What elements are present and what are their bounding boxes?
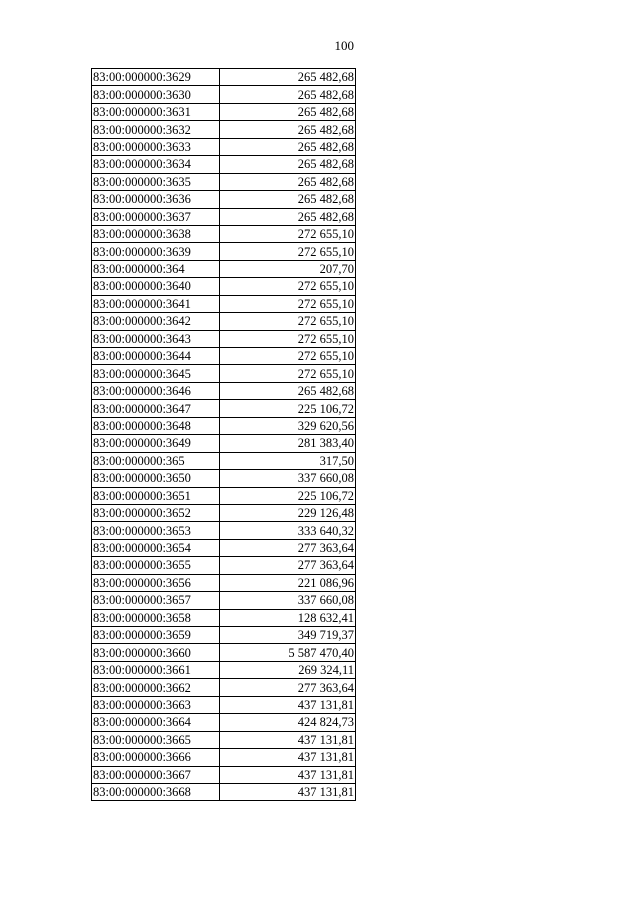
- table-row: [92, 452, 356, 469]
- cadastral-number-cell: 83:00:000000:3654: [92, 539, 220, 556]
- cadastral-number-cell: 83:00:000000:3646: [92, 382, 220, 399]
- table-row: [92, 435, 356, 452]
- table-row: [92, 783, 356, 800]
- table-row: [92, 679, 356, 696]
- cadastral-number-cell: 83:00:000000:3666: [92, 749, 220, 766]
- cadastral-number-cell: 83:00:000000:3641: [92, 295, 220, 312]
- value-cell: 317,50: [220, 452, 356, 469]
- cadastral-number-cell: 83:00:000000:3664: [92, 714, 220, 731]
- table-row: [92, 191, 356, 208]
- value-cell: 337 660,08: [220, 592, 356, 609]
- cadastral-number-cell: 83:00:000000:3662: [92, 679, 220, 696]
- cadastral-number-cell: 83:00:000000:3637: [92, 208, 220, 225]
- cadastral-number-cell: 83:00:000000:3647: [92, 400, 220, 417]
- cadastral-number-cell: 83:00:000000:3649: [92, 435, 220, 452]
- cadastral-number-cell: 83:00:000000:3665: [92, 731, 220, 748]
- value-cell: 437 131,81: [220, 696, 356, 713]
- cadastral-number-cell: 83:00:000000:3642: [92, 313, 220, 330]
- value-cell: 225 106,72: [220, 400, 356, 417]
- table-row: [92, 731, 356, 748]
- value-cell: 265 482,68: [220, 191, 356, 208]
- value-cell: 272 655,10: [220, 365, 356, 382]
- table-row: [92, 470, 356, 487]
- cadastral-number-cell: 83:00:000000:3650: [92, 470, 220, 487]
- table-row: [92, 661, 356, 678]
- cadastral-number-cell: 83:00:000000:3656: [92, 574, 220, 591]
- table-row: [92, 609, 356, 626]
- cadastral-number-cell: 83:00:000000:3668: [92, 783, 220, 800]
- cadastral-number-cell: 83:00:000000:3630: [92, 86, 220, 103]
- cadastral-number-cell: 83:00:000000:3640: [92, 278, 220, 295]
- table-row: [92, 243, 356, 260]
- value-cell: 128 632,41: [220, 609, 356, 626]
- cadastral-number-cell: 83:00:000000:3638: [92, 225, 220, 242]
- cadastral-number-cell: 83:00:000000:3643: [92, 330, 220, 347]
- value-cell: 265 482,68: [220, 382, 356, 399]
- page-number: 100: [334, 38, 354, 53]
- value-cell: 207,70: [220, 260, 356, 277]
- table-row: [92, 627, 356, 644]
- value-cell: 349 719,37: [220, 627, 356, 644]
- table-row: [92, 592, 356, 609]
- value-cell: 437 131,81: [220, 783, 356, 800]
- table-body: [92, 69, 356, 801]
- value-cell: 265 482,68: [220, 138, 356, 155]
- value-cell: 277 363,64: [220, 539, 356, 556]
- value-cell: 424 824,73: [220, 714, 356, 731]
- table-row: [92, 766, 356, 783]
- value-cell: 272 655,10: [220, 278, 356, 295]
- table-row: [92, 295, 356, 312]
- value-cell: 272 655,10: [220, 243, 356, 260]
- cadastral-number-cell: 83:00:000000:3633: [92, 138, 220, 155]
- cadastral-number-cell: 83:00:000000:3636: [92, 191, 220, 208]
- cadastral-number-cell: 83:00:000000:3651: [92, 487, 220, 504]
- table-row: [92, 487, 356, 504]
- table-row: [92, 557, 356, 574]
- value-cell: 437 131,81: [220, 731, 356, 748]
- table-row: [92, 539, 356, 556]
- value-cell: 337 660,08: [220, 470, 356, 487]
- table-row: [92, 313, 356, 330]
- table-row: [92, 278, 356, 295]
- value-cell: 221 086,96: [220, 574, 356, 591]
- cadastral-number-cell: 83:00:000000:3635: [92, 173, 220, 190]
- table-row: [92, 138, 356, 155]
- cadastral-number-cell: 83:00:000000:3634: [92, 156, 220, 173]
- value-cell: 269 324,11: [220, 661, 356, 678]
- table-row: [92, 522, 356, 539]
- table-row: [92, 696, 356, 713]
- cadastral-number-cell: 83:00:000000:3652: [92, 504, 220, 521]
- value-cell: 265 482,68: [220, 156, 356, 173]
- value-cell: 225 106,72: [220, 487, 356, 504]
- cadastral-number-cell: 83:00:000000:3655: [92, 557, 220, 574]
- cadastral-number-cell: 83:00:000000:3663: [92, 696, 220, 713]
- value-cell: 329 620,56: [220, 417, 356, 434]
- cadastral-number-cell: 83:00:000000:3658: [92, 609, 220, 626]
- table-row: [92, 504, 356, 521]
- table-row: [92, 417, 356, 434]
- value-cell: 437 131,81: [220, 766, 356, 783]
- cadastral-number-cell: 83:00:000000:3660: [92, 644, 220, 661]
- value-cell: 265 482,68: [220, 208, 356, 225]
- table-row: [92, 749, 356, 766]
- table-row: [92, 260, 356, 277]
- table-row: [92, 103, 356, 120]
- cadastral-number-cell: 83:00:000000:365: [92, 452, 220, 469]
- table-row: [92, 330, 356, 347]
- table-row: [92, 714, 356, 731]
- table-row: [92, 365, 356, 382]
- table-row: [92, 644, 356, 661]
- table-row: [92, 382, 356, 399]
- cadastral-number-cell: 83:00:000000:364: [92, 260, 220, 277]
- value-cell: 265 482,68: [220, 69, 356, 86]
- value-cell: 229 126,48: [220, 504, 356, 521]
- value-cell: 272 655,10: [220, 225, 356, 242]
- cadastral-number-cell: 83:00:000000:3659: [92, 627, 220, 644]
- value-cell: 265 482,68: [220, 103, 356, 120]
- value-cell: 277 363,64: [220, 557, 356, 574]
- value-cell: 272 655,10: [220, 348, 356, 365]
- cadastral-number-cell: 83:00:000000:3631: [92, 103, 220, 120]
- cadastral-number-cell: 83:00:000000:3667: [92, 766, 220, 783]
- value-cell: 281 383,40: [220, 435, 356, 452]
- table-row: [92, 574, 356, 591]
- cadastral-number-cell: 83:00:000000:3644: [92, 348, 220, 365]
- cadastral-number-cell: 83:00:000000:3629: [92, 69, 220, 86]
- table-row: [92, 156, 356, 173]
- cadastral-value-table: [91, 68, 356, 801]
- value-cell: 437 131,81: [220, 749, 356, 766]
- cadastral-number-cell: 83:00:000000:3645: [92, 365, 220, 382]
- cadastral-number-cell: 83:00:000000:3653: [92, 522, 220, 539]
- cadastral-number-cell: 83:00:000000:3657: [92, 592, 220, 609]
- cadastral-number-cell: 83:00:000000:3632: [92, 121, 220, 138]
- cadastral-number-cell: 83:00:000000:3648: [92, 417, 220, 434]
- value-cell: 277 363,64: [220, 679, 356, 696]
- value-cell: 265 482,68: [220, 86, 356, 103]
- table-row: [92, 348, 356, 365]
- table-row: [92, 400, 356, 417]
- value-cell: 272 655,10: [220, 313, 356, 330]
- value-cell: 5 587 470,40: [220, 644, 356, 661]
- table-row: [92, 69, 356, 86]
- table-row: [92, 208, 356, 225]
- table-row: [92, 86, 356, 103]
- table-row: [92, 173, 356, 190]
- value-cell: 333 640,32: [220, 522, 356, 539]
- value-cell: 265 482,68: [220, 173, 356, 190]
- value-cell: 265 482,68: [220, 121, 356, 138]
- table-row: [92, 121, 356, 138]
- table-row: [92, 225, 356, 242]
- value-cell: 272 655,10: [220, 330, 356, 347]
- value-cell: 272 655,10: [220, 295, 356, 312]
- cadastral-number-cell: 83:00:000000:3661: [92, 661, 220, 678]
- cadastral-number-cell: 83:00:000000:3639: [92, 243, 220, 260]
